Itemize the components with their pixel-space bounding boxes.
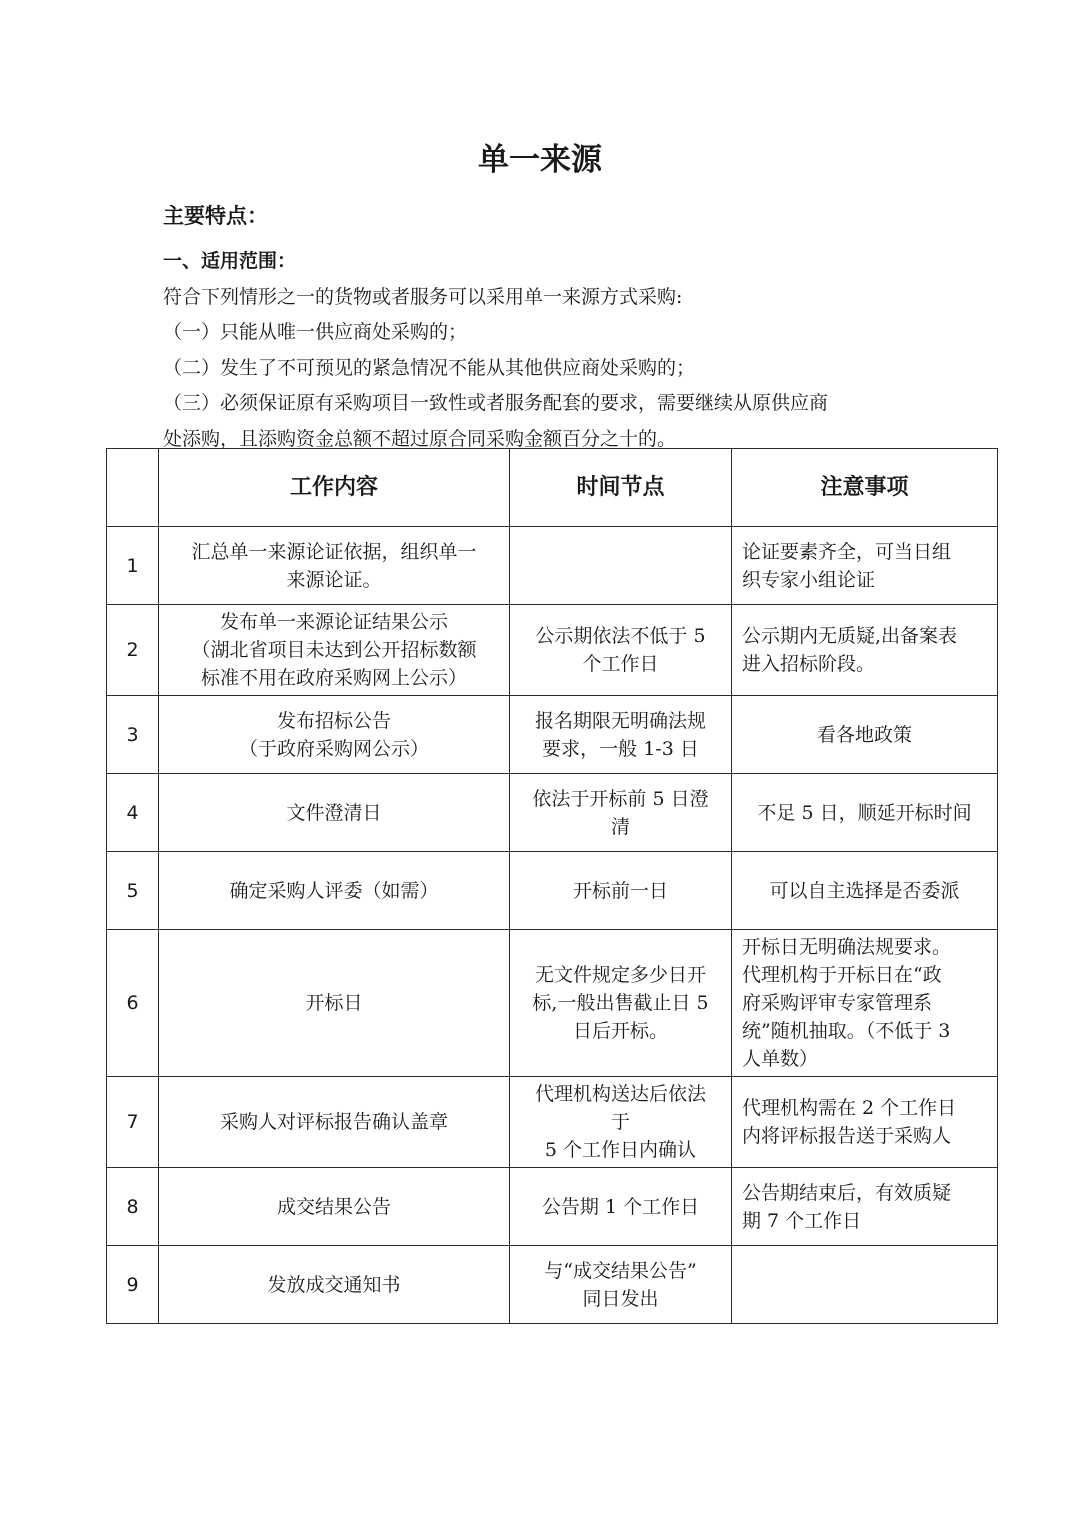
header-note: 注意事项 — [732, 449, 998, 527]
table-row — [107, 930, 998, 1077]
note — [732, 1077, 998, 1168]
note — [732, 852, 998, 930]
row-number: 9 — [107, 1246, 159, 1324]
note-line: 进入招标阶段。 — [742, 653, 876, 675]
work-content — [159, 930, 510, 1077]
time-node-line: 开标前一日 — [572, 879, 668, 902]
note — [732, 1246, 998, 1324]
time-node-line: 要求，一般 1-3 日 — [542, 737, 699, 760]
work-content-line: 文件澄清日 — [286, 801, 382, 824]
work-content-line: 汇总单一来源论证依据，组织单一 — [191, 540, 477, 563]
section-heading-scope: 一、适用范围： — [163, 250, 297, 272]
paragraph-line: 处添购，且添购资金总额不超过原合同采购金额百分之十的。 — [163, 427, 677, 450]
work-content — [159, 774, 510, 852]
note-line: 统”随机抽取。（不低于 3 — [742, 1020, 951, 1042]
note — [732, 527, 998, 605]
note-line: 织专家小组论证 — [742, 568, 876, 591]
work-content — [159, 605, 510, 696]
note — [732, 605, 998, 696]
time-node — [510, 527, 732, 605]
table-row — [107, 605, 998, 696]
row-number: 3 — [107, 696, 159, 774]
note-line: 代理机构于开标日在“政 — [742, 964, 942, 986]
table-row — [107, 1168, 998, 1246]
table-row — [107, 1246, 998, 1324]
time-node-line: 日后开标。 — [572, 1020, 668, 1042]
work-content — [159, 1168, 510, 1246]
row-number: 7 — [107, 1077, 159, 1168]
work-content-line: 发布单一来源论证结果公示 — [219, 611, 448, 633]
work-content — [159, 1246, 510, 1324]
paragraph-line: （二）发生了不可预见的紧急情况不能从其他供应商处采购的； — [163, 356, 696, 379]
time-node-line: 清 — [610, 815, 630, 838]
row-number: 1 — [107, 527, 159, 605]
time-node-line: 于 — [610, 1111, 630, 1133]
scope-paragraph — [163, 280, 943, 457]
work-content-line: 确定采购人评委（如需） — [229, 879, 439, 902]
row-number: 6 — [107, 930, 159, 1077]
work-content-line: 采购人对评标报告确认盖章 — [219, 1111, 448, 1133]
note-line: 代理机构需在 2 个工作日 — [742, 1097, 957, 1119]
page-title: 单一来源 — [478, 142, 602, 178]
work-content-line: 成交结果公告 — [276, 1195, 391, 1218]
header-time: 时间节点 — [510, 449, 732, 527]
note-line: 不足 5 日，顺延开标时间 — [757, 801, 972, 824]
time-node — [510, 1168, 732, 1246]
note-line: 可以自主选择是否委派 — [769, 879, 960, 902]
work-content-line: 标准不用在政府采购网上公示） — [200, 667, 467, 689]
time-node-line: 公示期依法不低于 5 — [535, 625, 706, 647]
work-content — [159, 852, 510, 930]
note-line: 公告期结束后，有效质疑 — [742, 1181, 952, 1204]
time-node-line: 个工作日 — [582, 653, 659, 675]
work-content-line: 发放成交通知书 — [267, 1273, 401, 1296]
row-number: 4 — [107, 774, 159, 852]
time-node — [510, 1077, 732, 1168]
work-content-line: （于政府采购网公示） — [238, 737, 429, 760]
note-line: 期 7 个工作日 — [742, 1209, 862, 1232]
time-node — [510, 696, 732, 774]
procedure-table — [106, 448, 998, 1324]
table-row — [107, 527, 998, 605]
table-header-row — [107, 449, 998, 527]
time-node-line: 同日发出 — [582, 1287, 659, 1310]
work-content-line: （湖北省项目未达到公开招标数额 — [191, 639, 477, 661]
header-content: 工作内容 — [159, 449, 510, 527]
time-node-line: 代理机构送达后依法 — [534, 1083, 706, 1105]
work-content-line: 发布招标公告 — [276, 709, 391, 732]
work-content-line: 来源论证。 — [286, 568, 382, 591]
note-line: 人单数） — [742, 1048, 819, 1070]
note-line: 公示期内无质疑,出备案表 — [742, 625, 958, 647]
note — [732, 930, 998, 1077]
time-node — [510, 774, 732, 852]
time-node-line: 依法于开标前 5 日澄 — [532, 787, 709, 810]
header-no — [107, 449, 159, 527]
note-line: 开标日无明确法规要求。 — [742, 936, 952, 958]
work-content — [159, 527, 510, 605]
features-heading: 主要特点： — [163, 204, 268, 228]
note-line: 内将评标报告送于采购人 — [742, 1125, 952, 1147]
paragraph-line: 符合下列情形之一的货物或者服务可以采用单一来源方式采购: — [163, 286, 683, 308]
note — [732, 1168, 998, 1246]
table-row — [107, 774, 998, 852]
note — [732, 774, 998, 852]
time-node — [510, 605, 732, 696]
note-line: 府采购评审专家管理系 — [742, 992, 933, 1014]
paragraph-line: （一）只能从唯一供应商处采购的； — [163, 321, 468, 344]
time-node — [510, 930, 732, 1077]
work-content-line: 开标日 — [305, 992, 363, 1014]
time-node-line: 标,一般出售截止日 5 — [532, 992, 709, 1014]
work-content — [159, 1077, 510, 1168]
time-node — [510, 852, 732, 930]
note-line: 看各地政策 — [816, 723, 912, 746]
time-node-line: 报名期限无明确法规 — [534, 709, 706, 732]
row-number: 5 — [107, 852, 159, 930]
row-number: 2 — [107, 605, 159, 696]
time-node — [510, 1246, 732, 1324]
time-node-line: 公告期 1 个工作日 — [541, 1195, 700, 1218]
time-node-line: 5 个工作日内确认 — [544, 1139, 697, 1161]
paragraph-line: （三）必须保证原有采购项目一致性或者服务配套的要求，需要继续从原供应商 — [163, 392, 829, 415]
table-row — [107, 852, 998, 930]
table-row — [107, 1077, 998, 1168]
time-node-line: 与“成交结果公告” — [544, 1259, 697, 1282]
time-node-line: 无文件规定多少日开 — [534, 964, 706, 986]
note-line: 论证要素齐全，可当日组 — [742, 540, 952, 563]
work-content — [159, 696, 510, 774]
row-number: 8 — [107, 1168, 159, 1246]
note — [732, 696, 998, 774]
table-row — [107, 696, 998, 774]
